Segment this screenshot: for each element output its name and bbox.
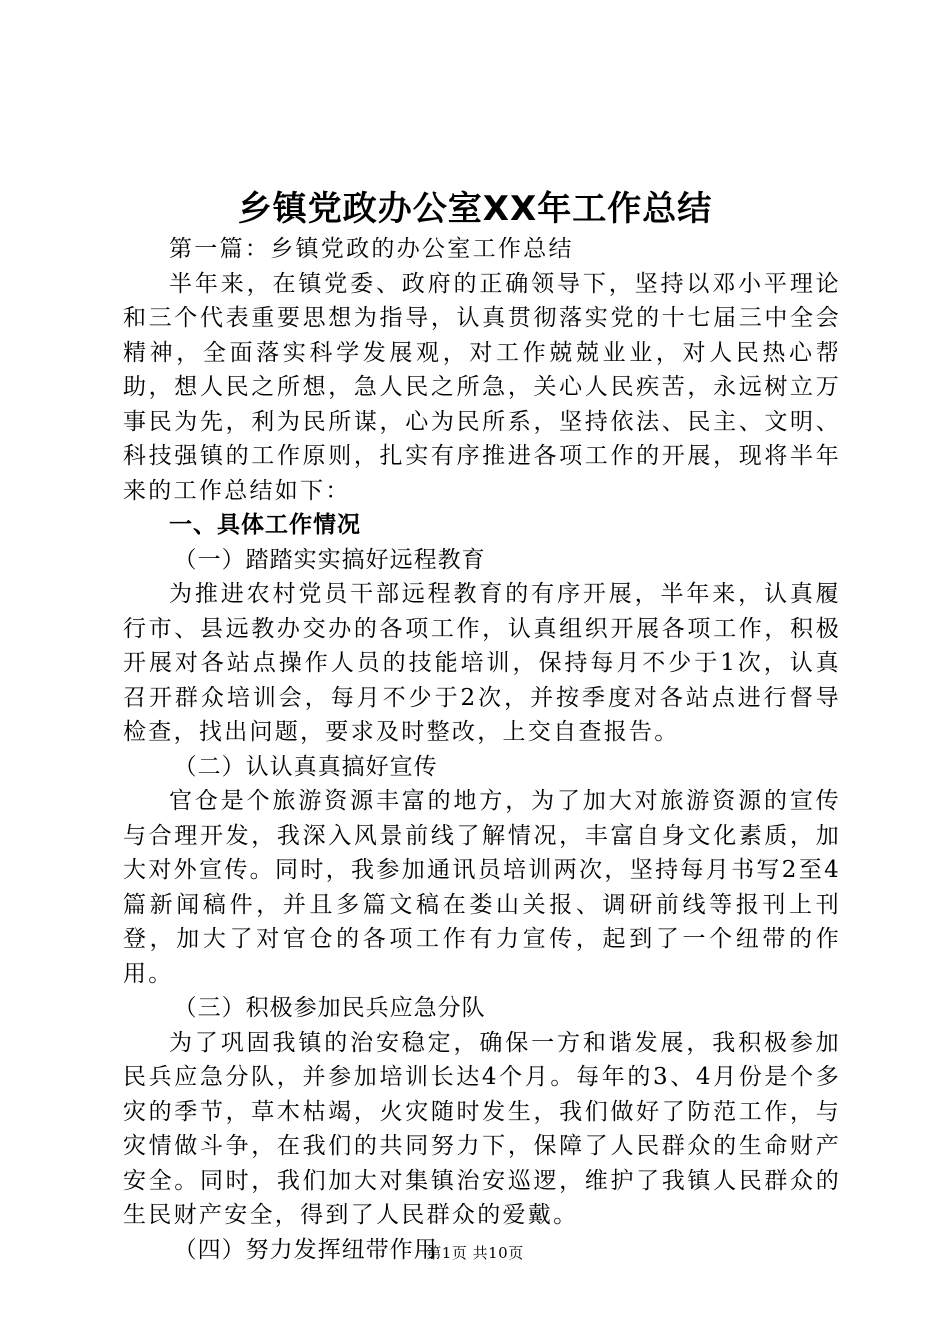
subsection-heading-3: （三）积极参加民兵应急分队 — [173, 995, 486, 1021]
subsection-paragraph-3: 为了巩固我镇的治安稳定，确保一方和谐发展，我积极参加民兵应急分队，并参加培训长达4个月。每年的3、4月份是个多灾的季节，草木枯竭，火灾随时发生，我们做好了防范工作，与灾情做斗争，在我们的共同努力下，保障了人民群众的生命财产安全。同时，我们加大对集镇治安巡逻，维护了我镇人民群众的生民财产安全，得到了人民群众的爱戴。 — [123, 1029, 841, 1228]
document-body — [123, 232, 841, 1267]
subsection-heading-2: （二）认认真真搞好宣传 — [173, 753, 438, 780]
subsection-heading-4: （四）努力发挥纽带作用 — [173, 1236, 438, 1263]
subsection-paragraph-1: 为推进农村党员干部远程教育的有序开展，半年来，认真履行市、县远教办交办的各项工作，认真组织开展各项工作，积极开展对各站点操作人员的技能培训，保持每月不少于1次，认真召开群众培训会，每月不少于2次，并按季度对各站点进行督导检查，找出问题，要求及时整改，上交自查报告。 — [123, 581, 841, 745]
document-subtitle: 第一篇：乡镇党政的办公室工作总结 — [169, 236, 574, 262]
document-title: 乡镇党政办公室XX年工作总结 — [237, 189, 713, 229]
intro-paragraph: 半年来，在镇党委、政府的正确领导下，坚持以邓小平理论和三个代表重要思想为指导，认真贯彻落实党的十七届三中全会精神，全面落实科学发展观，对工作兢兢业业，对人民热心帮助，想人民之所想，急人民之所急，关心人民疾苦，永远树立万事民为先，利为民所谋，心为民所系，坚持依法、民主、文明、科技强镇的工作原则，扎实有序推进各项工作的开展，现将半年来的工作总结如下： — [123, 270, 841, 504]
section-heading: 一、具体工作情况 — [169, 512, 361, 538]
subsection-heading-1: （一）踏踏实实搞好远程教育 — [173, 546, 486, 573]
page-footer: 第1页 共10页 — [426, 1244, 524, 1262]
subsection-paragraph-2: 官仓是个旅游资源丰富的地方，为了加大对旅游资源的宣传与合理开发，我深入风景前线了解情况，丰富自身文化素质，加大对外宣传。同时，我参加通讯员培训两次，坚持每月书写2至4篇新闻稿件，并且多篇文稿在娄山关报、调研前线等报刊上刊登，加大了对官仓的各项工作有力宣传，起到了一个纽带的作用。 — [123, 788, 841, 987]
